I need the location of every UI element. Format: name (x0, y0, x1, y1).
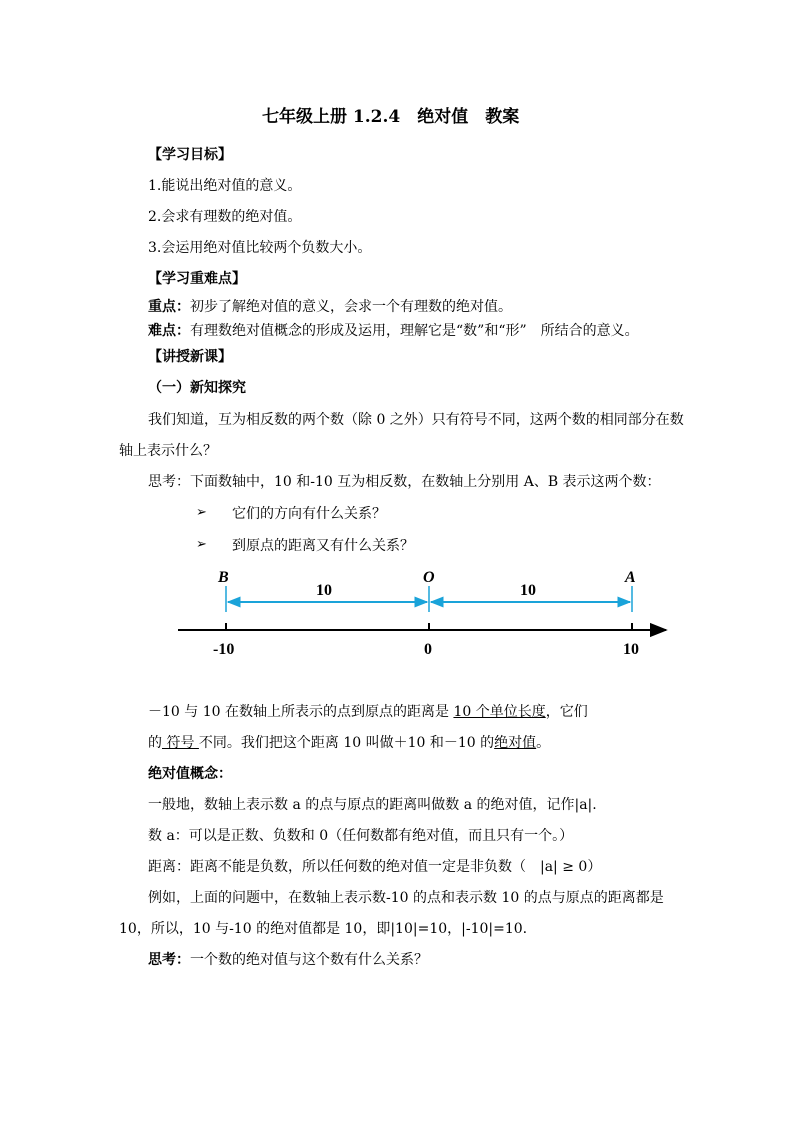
difficulty-label: 难点： (148, 323, 190, 339)
think-text: 一个数的绝对值与这个数有什么关系？ (190, 952, 428, 968)
key-point-text: 初步了解绝对值的意义，会求一个有理数的绝对值。 (190, 299, 512, 315)
objectives-heading: 【学习目标】 (148, 147, 232, 163)
tick-label: 10 (623, 641, 639, 658)
distance-label: 10 (316, 582, 332, 599)
explanation-text: 。 (536, 735, 551, 751)
difficulty-point (148, 322, 639, 340)
underlined-answer: 绝对值 (494, 735, 537, 751)
distance-label: 10 (520, 582, 536, 599)
think-question-2 (148, 951, 428, 969)
key-point (148, 298, 512, 316)
concept-note: 距离：距离不能是负数，所以任何数的绝对值一定是非负数（ |a| ≥ 0） (148, 859, 602, 875)
subsection-heading: （一）新知探究 (148, 380, 246, 396)
explanation-line (148, 734, 550, 752)
point-label-b: B (218, 569, 229, 586)
tick-label: 0 (424, 641, 432, 658)
concept-heading: 绝对值概念： (148, 766, 232, 782)
point-label-o: O (423, 569, 435, 586)
explanation-text: 不同。我们把这个距离 10 叫做＋10 和－10 的 (198, 735, 495, 751)
key-points-heading: 【学习重难点】 (148, 271, 246, 287)
new-lesson-heading: 【讲授新课】 (148, 349, 232, 365)
key-point-label: 重点： (148, 299, 190, 315)
think-label: 思考： (148, 952, 190, 968)
example-line: 10，所以，10 与-10 的绝对值都是 10，即|10|=10，|-10|=10. (119, 921, 528, 937)
bullet-arrow-icon: ➢ (196, 537, 207, 552)
bullet-item: 到原点的距离又有什么关系？ (232, 538, 414, 554)
page-title: 七年级上册 1.2.4 绝对值 教案 (262, 107, 520, 127)
intro-paragraph-line: 轴上表示什么？ (119, 443, 217, 459)
number-line-diagram (0, 560, 794, 670)
concept-note: 数 a：可以是正数、负数和 0（任何数都有绝对值，而且只有一个。） (148, 828, 574, 844)
objective-item: 1.能说出绝对值的意义。 (148, 178, 302, 194)
bullet-arrow-icon: ➢ (196, 505, 207, 520)
explanation-text: 的 (148, 735, 162, 751)
difficulty-text: 有理数绝对值概念的形成及运用，理解它是“数”和“形” 所结合的意义。 (190, 323, 639, 339)
explanation-line (148, 703, 588, 721)
concept-definition: 一般地，数轴上表示数 a 的点与原点的距离叫做数 a 的绝对值，记作|a|. (148, 797, 597, 813)
bullet-item: 它们的方向有什么关系？ (232, 506, 386, 522)
explanation-text: －10 与 10 在数轴上所表示的点到原点的距离是 (148, 704, 454, 720)
intro-paragraph-line: 我们知道，互为相反数的两个数（除 0 之外）只有符号不同，这两个数的相同部分在数 (148, 412, 684, 428)
point-label-a: A (625, 569, 636, 586)
underlined-answer: 符号 (162, 735, 199, 751)
objective-item: 2.会求有理数的绝对值。 (148, 209, 302, 225)
underlined-answer: 10 个单位长度 (453, 704, 546, 720)
tick-label: -10 (213, 641, 235, 658)
objective-item: 3.会运用绝对值比较两个负数大小。 (148, 240, 372, 256)
example-line: 例如，上面的问题中，在数轴上表示数-10 的点和表示数 10 的点与原点的距离都是 (148, 890, 664, 906)
think-question: 思考：下面数轴中，10 和-10 互为相反数，在数轴上分别用 A、B 表示这两个数： (148, 474, 661, 490)
explanation-text: ，它们 (545, 704, 588, 720)
